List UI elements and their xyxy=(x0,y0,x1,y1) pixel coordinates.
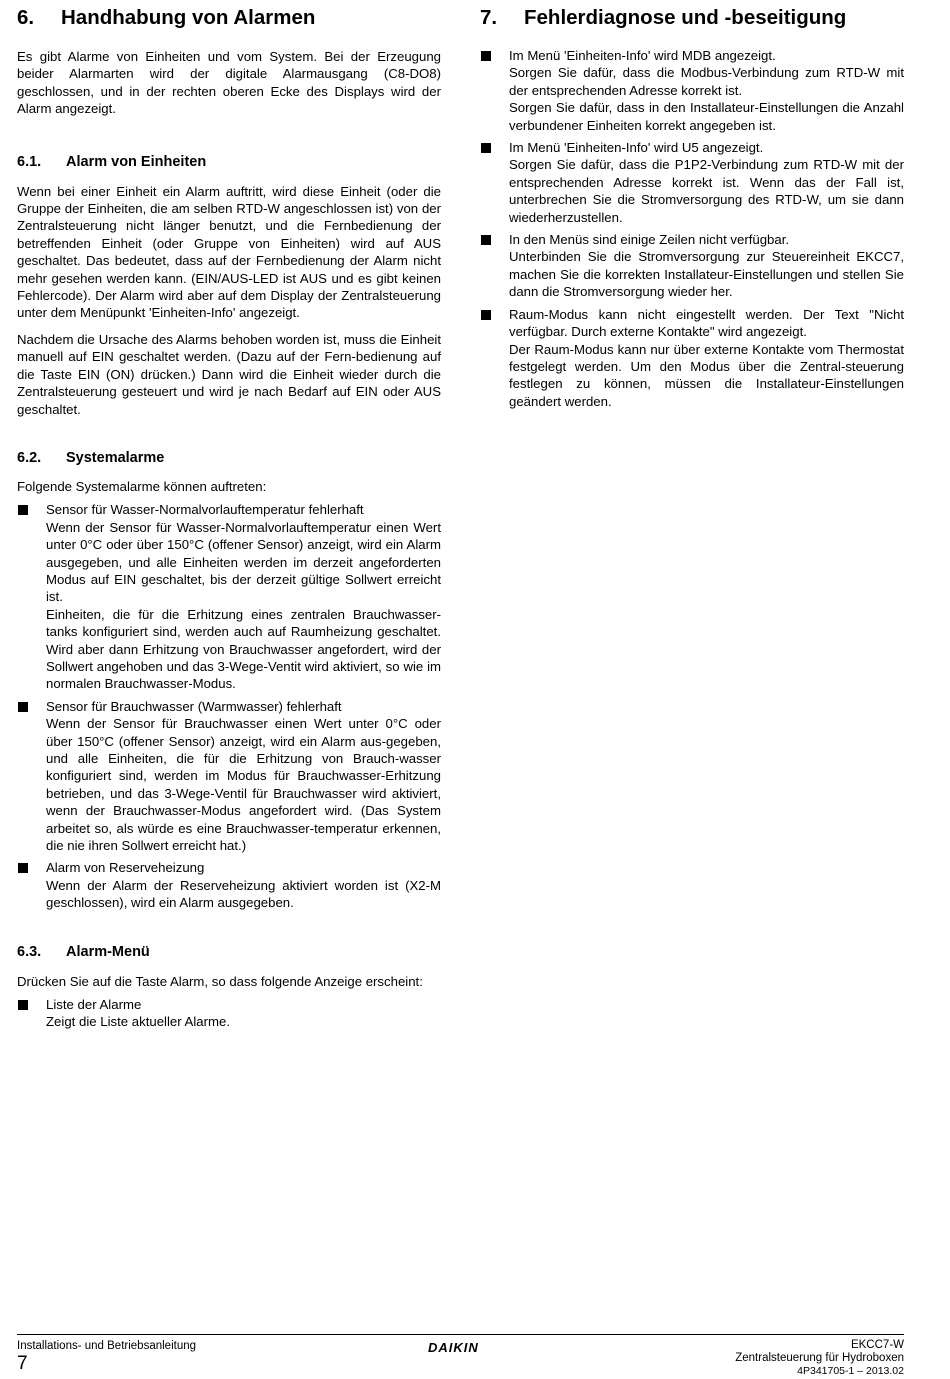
list-item xyxy=(17,501,441,692)
section-number: 6.1. xyxy=(17,153,42,170)
list-item-text: Wenn der Sensor für Wasser-Normalvorlauftemperatur einen Wert unter 0°C oder über 150°C (offener Sensor) anzeigt, wird ein Alarm ausgegeben, und alle Einheiten werden im derzeit angeforderten Modus auf EIN geschaltet, bis der derzeit gültige Sollwert erreicht ist. xyxy=(46,519,441,605)
section-number: 6.2. xyxy=(17,449,42,466)
section-6-3-intro: Drücken Sie auf die Taste Alarm, so dass folgende Anzeige erscheint: xyxy=(17,973,423,989)
list-item xyxy=(480,231,904,301)
footer-left xyxy=(17,1340,196,1374)
list-item-title: Raum-Modus kann nicht eingestellt werden. Der Text "Nicht verfügbar. Durch externe Kontakte" wird angezeigt. xyxy=(509,306,904,340)
list-item-title: Sensor für Wasser-Normalvorlauftemperatur fehlerhaft xyxy=(46,502,364,518)
list-item xyxy=(480,306,904,410)
square-bullet-icon xyxy=(18,1000,28,1010)
section-title: Systemalarme xyxy=(66,449,165,466)
section-number: 6. xyxy=(17,6,35,29)
section-title: Alarm-Menü xyxy=(66,943,150,960)
list-item xyxy=(17,996,441,1031)
section-title: Alarm von Einheiten xyxy=(66,153,207,170)
square-bullet-icon xyxy=(481,143,491,153)
list-item-title: Liste der Alarme xyxy=(46,997,142,1013)
square-bullet-icon xyxy=(18,702,28,712)
list-item-text: Unterbinden Sie die Stromversorgung zur Steuereinheit EKCC7, machen Sie die korrekten Installateur-Einstellungen und stellen Sie dann die Stromversorgung wieder her. xyxy=(509,249,904,300)
footer-model: EKCC7-W xyxy=(850,1339,904,1351)
footer-doc-code: 4P341705-1 – 2013.02 xyxy=(797,1365,904,1377)
section-6-3-heading xyxy=(17,943,441,961)
list-item xyxy=(17,698,441,855)
right-column xyxy=(480,0,904,410)
section-6-heading xyxy=(17,6,441,30)
daikin-logo: DAIKIN xyxy=(428,1340,479,1355)
list-item-text: Sorgen Sie dafür, dass in den Installateur-Einstellungen die Anzahl verbundener Einheiten korrekt angegeben ist. xyxy=(509,100,904,133)
footer-doc-title: Installations- und Betriebsanleitung xyxy=(17,1340,197,1352)
section-6-1-heading xyxy=(17,153,441,171)
section-title: Handhabung von Alarmen xyxy=(61,6,316,29)
square-bullet-icon xyxy=(481,51,491,61)
alarm-menu-list xyxy=(17,996,441,1031)
square-bullet-icon xyxy=(481,310,491,320)
section-6-2-heading xyxy=(17,449,441,467)
square-bullet-icon xyxy=(18,863,28,873)
list-item-title: In den Menüs sind einige Zeilen nicht verfügbar. xyxy=(509,232,790,248)
list-item xyxy=(480,139,904,226)
section-6-intro: Es gibt Alarme von Einheiten und vom System. Bei der Erzeugung beider Alarmarten wird der digitale Alarmausgang (C8-DO8) geschlossen, und in der rechten oberen Ecke des Displays wird der Alarm angezeigt. xyxy=(17,49,441,117)
list-item xyxy=(17,859,441,911)
left-column xyxy=(17,0,441,1031)
square-bullet-icon xyxy=(481,235,491,245)
footer-subtitle: Zentralsteuerung für Hydroboxen xyxy=(735,1352,904,1364)
section-number: 6.3. xyxy=(17,943,42,960)
list-item-title: Im Menü 'Einheiten-Info' wird U5 angezeigt. xyxy=(509,140,764,156)
list-item-title: Im Menü 'Einheiten-Info' wird MDB angezeigt. xyxy=(509,48,776,63)
list-item-text: Einheiten, die für die Erhitzung eines zentralen Brauchwasser-tanks konfiguriert sind, werden auch auf Raumheizung geschaltet. Wird aber dann Erhitzung von Brauchwasser angefordert, wird der Sollwert angehoben und das 3-Wege-Ventit wird aktiviert, so wie im normalen Brauchwasser-Modus. xyxy=(46,606,441,692)
list-item-text: Wenn der Sensor für Brauchwasser einen Wert unter 0°C oder über 150°C (offener Sensor) anzeigt, wird ein Alarm aus-gegeben, und alle Einheiten, die für die Erhitzung von Brauch-wasser konfiguriert sind, werden im Modus für Brauchwasser-Erhitzung betrieben, und das 3-Wege-Ventil für Brauchwasser wird aktiviert, wenn der Brauchwasser-Modus angefordert wird. (Das System arbeitet so, als würde es eine Brauchwasser-temperatur erkennen, die nie ihren Sollwert erreicht hat.) xyxy=(46,716,441,854)
list-item-title: Sensor für Brauchwasser (Warmwasser) fehlerhaft xyxy=(46,698,342,714)
list-item xyxy=(480,47,904,134)
footer-right xyxy=(735,1339,904,1377)
list-item-text: Sorgen Sie dafür, dass die P1P2-Verbindung zum RTD-W mit der entsprechenden Adresse korrekt ist. Wenn das der Fall ist, unterbrechen Sie die Stromversorgung des RTD-W, um sie dann wiederherzustellen. xyxy=(509,157,904,225)
list-item-text: Sorgen Sie dafür, dass die Modbus-Verbindung zum RTD-W mit der entsprechenden Adresse korrekt ist. xyxy=(509,65,904,98)
section-6-1-para-1: Wenn bei einer Einheit ein Alarm auftritt, wird diese Einheit (oder die Gruppe der Einheiten, die am selben RTD-W angeschlossen ist) von der Zentralsteuerung nicht länger benutzt, und die Fernbedienung der betreffenden Einheit (oder Gruppe von Einheiten) wird auf AUS geschaltet. Das bedeutet, dass auf der Fernbedienung der Alarm nicht mehr gesehen werden kann. (EIN/AUS-LED ist AUS und es gibt keinen Fehlercode). Der Alarm wird aber auf dem Display der Zentralsteuerung unter dem Menüpunkt 'Einheiten-Info' angezeigt. xyxy=(17,183,441,321)
section-7-heading xyxy=(480,6,904,30)
section-number: 7. xyxy=(480,6,498,29)
list-item-text: Zeigt die Liste aktueller Alarme. xyxy=(46,1014,230,1030)
section-title: Fehlerdiagnose und -beseitigung xyxy=(524,6,847,29)
list-item-title: Alarm von Reserveheizung xyxy=(46,860,205,876)
list-item-text: Wenn der Alarm der Reserveheizung aktiviert worden ist (X2-M geschlossen), wird ein Alarm ausgegeben. xyxy=(46,877,441,911)
section-6-2-intro: Folgende Systemalarme können auftreten: xyxy=(17,478,267,494)
system-alarm-list xyxy=(17,501,441,911)
footer-divider xyxy=(17,1334,904,1335)
troubleshooting-list xyxy=(480,47,904,410)
section-6-1-para-2: Nachdem die Ursache des Alarms behoben worden ist, muss die Einheit manuell auf EIN geschaltet werden. (Dazu auf der Fern-bedienung auf die Taste EIN (ON) drücken.) Dann wird die Einheit wieder durch die Zentralsteuerung gesteuert und wird je nach Bedarf auf EIN oder AUS geschaltet. xyxy=(17,331,441,417)
page-number: 7 xyxy=(17,1353,28,1374)
list-item-text: Der Raum-Modus kann nur über externe Kontakte vom Thermostat festgelegt werden. Um den Modus über die Zentral-steuerung festlegen zu können, müssen die Installateur-Einstellungen geändert werden. xyxy=(509,341,904,409)
square-bullet-icon xyxy=(18,505,28,515)
